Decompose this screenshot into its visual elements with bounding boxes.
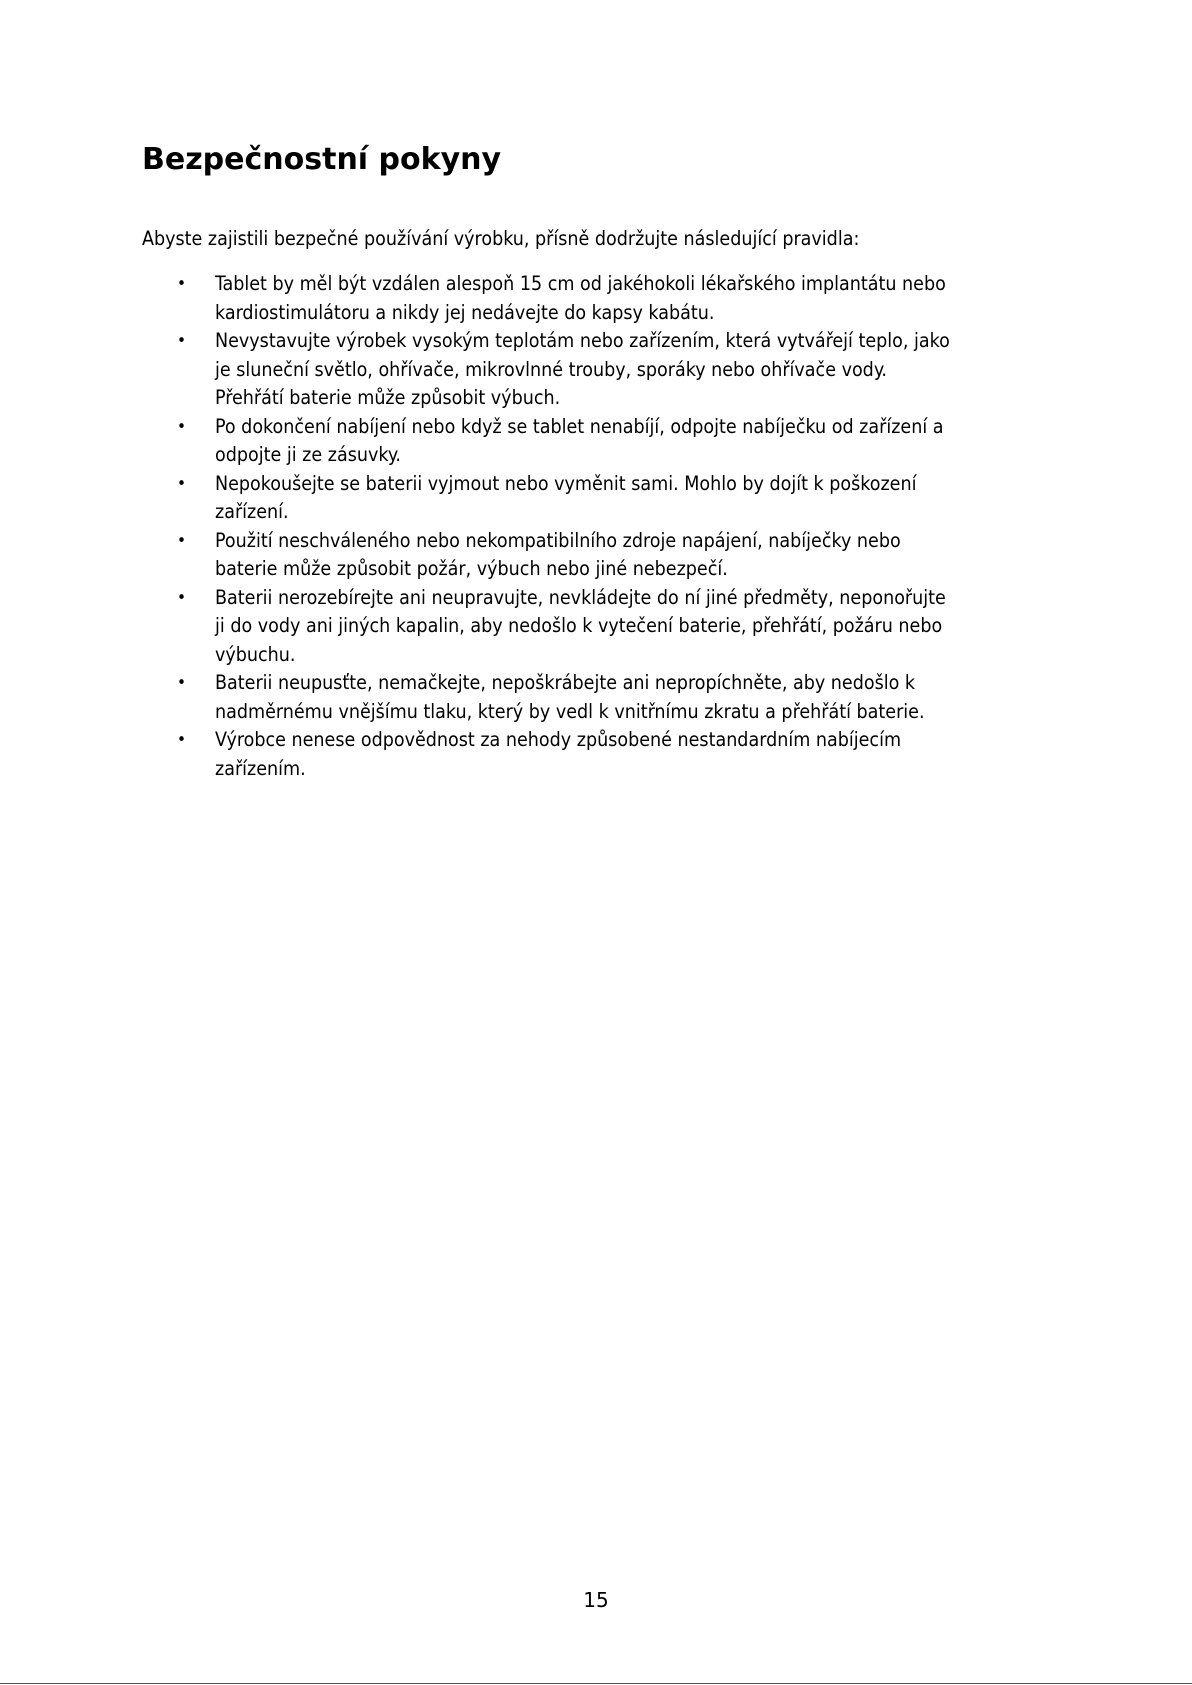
rule-text: Baterii neupusťte, nemačkejte, nepoškrábejte ani nepropíchněte, aby nedošlo k nadměrnému vnějšímu tlaku, který by vedl k vnitřnímu zkratu a přehřátí baterie.	[215, 671, 925, 723]
rule-text: Tablet by měl být vzdálen alespoň 15 cm od jakéhokoli lékařského implantátu nebo kardiostimulátoru a nikdy jej nedávejte do kapsy kabátu.	[215, 272, 946, 324]
list-item	[142, 669, 1062, 726]
rule-text: Výrobce nenese odpovědnost za nehody způsobené nestandardním nabíjecím zařízením.	[215, 728, 902, 780]
bullet-icon: •	[177, 530, 187, 551]
bullet-icon: •	[177, 473, 187, 494]
page-number: 15	[583, 1588, 609, 1612]
list-item	[142, 413, 1062, 470]
intro-paragraph: Abyste zajistili bezpečné používání výrobku, přísně dodržujte následující pravidla:	[142, 227, 860, 250]
footer-divider	[0, 1683, 1192, 1684]
bullet-icon: •	[177, 416, 187, 437]
list-item	[142, 327, 1062, 413]
list-item	[142, 470, 1062, 527]
bullet-icon: •	[177, 331, 187, 351]
safety-rules-list	[142, 270, 1062, 783]
rule-text: Nepokoušejte se baterii vyjmout nebo vyměnit sami. Mohlo by dojít k poškození zařízení.	[215, 471, 917, 523]
list-item	[142, 527, 1062, 584]
bullet-icon: •	[177, 587, 187, 608]
page-title: Bezpečnostní pokyny	[142, 142, 502, 177]
list-item	[142, 584, 1062, 670]
bullet-icon: •	[177, 730, 187, 750]
rule-text: Nevystavujte výrobek vysokým teplotám nebo zařízením, která vytvářejí teplo, jako je sluneční světlo, ohřívače, mikrovlnné trouby, sporáky nebo ohřívače vody. Přehřátí baterie může způsobit výbuch.	[215, 329, 950, 409]
bullet-icon: •	[177, 673, 187, 693]
list-item	[142, 270, 1062, 327]
list-item	[142, 726, 1062, 783]
rule-text: Baterii nerozebírejte ani neupravujte, nevkládejte do ní jiné předměty, neponořujte ji do vody ani jiných kapalin, aby nedošlo k vytečení baterie, přehřátí, požáru nebo výbuchu.	[215, 585, 946, 666]
bullet-icon: •	[177, 274, 187, 294]
rule-text: Po dokončení nabíjení nebo když se tablet nenabíjí, odpojte nabíječku od zařízení a odpojte ji ze zásuvky.	[215, 414, 944, 466]
rule-text: Použití neschváleného nebo nekompatibilního zdroje napájení, nabíječky nebo baterie může způsobit požár, výbuch nebo jiné nebezpečí.	[215, 528, 901, 580]
